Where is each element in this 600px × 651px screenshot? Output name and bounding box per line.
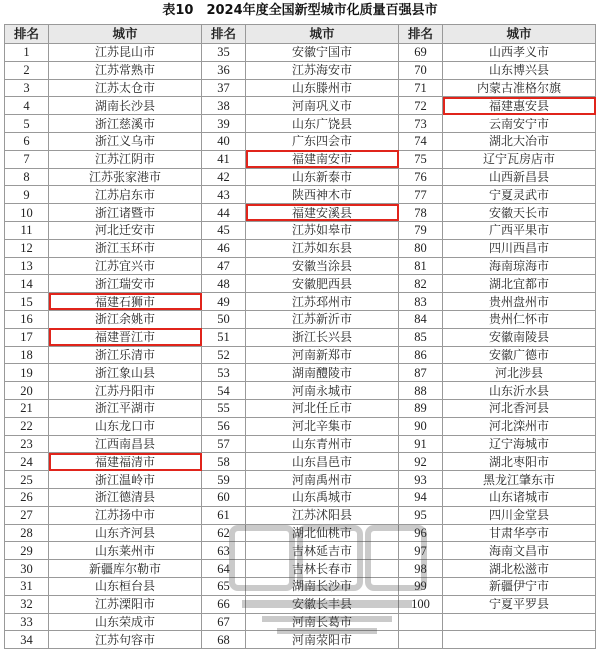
table-row (5, 132, 596, 150)
rank-cell: 1 (5, 44, 49, 62)
table-row (5, 257, 596, 275)
city-cell: 山东齐河县 (49, 524, 202, 542)
city-cell: 山东荣成市 (49, 613, 202, 631)
table-row (5, 275, 596, 293)
table-row (5, 382, 596, 400)
table-row (5, 506, 596, 524)
rank-cell: 7 (5, 150, 49, 168)
city-cell: 广西平果市 (443, 221, 596, 239)
table-row (5, 542, 596, 560)
rank-cell: 44 (202, 204, 246, 222)
city-cell-highlighted: 福建石狮市 (49, 293, 202, 311)
city-cell: 山东沂水县 (443, 382, 596, 400)
city-cell: 江西南昌县 (49, 435, 202, 453)
table-row (5, 204, 596, 222)
rank-cell: 67 (202, 613, 246, 631)
rank-cell: 73 (399, 115, 443, 133)
rank-cell: 94 (399, 488, 443, 506)
rank-cell: 36 (202, 61, 246, 79)
city-cell: 海南琼海市 (443, 257, 596, 275)
rank-cell: 43 (202, 186, 246, 204)
table-row (5, 346, 596, 364)
city-cell (443, 613, 596, 631)
city-cell: 浙江乐清市 (49, 346, 202, 364)
table-row (5, 186, 596, 204)
table-row (5, 239, 596, 257)
city-cell-highlighted: 福建晋江市 (49, 328, 202, 346)
rank-cell: 97 (399, 542, 443, 560)
rank-cell: 50 (202, 310, 246, 328)
rank-cell: 9 (5, 186, 49, 204)
rank-cell: 58 (202, 453, 246, 471)
city-cell: 新疆库尔勒市 (49, 560, 202, 578)
rank-cell: 64 (202, 560, 246, 578)
city-cell: 河北涉县 (443, 364, 596, 382)
city-cell: 内蒙古准格尔旗 (443, 79, 596, 97)
rank-cell: 86 (399, 346, 443, 364)
rank-cell: 93 (399, 471, 443, 489)
city-cell: 安徽当涂县 (246, 257, 399, 275)
city-cell: 江苏启东市 (49, 186, 202, 204)
city-cell: 河北滦州市 (443, 417, 596, 435)
city-cell: 江苏如皋市 (246, 221, 399, 239)
city-cell: 江苏张家港市 (49, 168, 202, 186)
rank-cell: 15 (5, 293, 49, 311)
city-cell: 安徽南陵县 (443, 328, 596, 346)
rank-cell: 11 (5, 221, 49, 239)
city-cell: 山东诸城市 (443, 488, 596, 506)
table-row (5, 115, 596, 133)
city-cell: 甘肃华亭市 (443, 524, 596, 542)
city-cell: 河南禹州市 (246, 471, 399, 489)
city-cell: 湖北大冶市 (443, 132, 596, 150)
city-cell: 湖北松滋市 (443, 560, 596, 578)
rank-cell: 95 (399, 506, 443, 524)
rank-cell: 46 (202, 239, 246, 257)
rank-cell: 52 (202, 346, 246, 364)
rank-cell (399, 613, 443, 631)
table-row (5, 399, 596, 417)
header-rank-1: 排名 (5, 25, 49, 44)
city-cell: 湖南长沙县 (49, 97, 202, 115)
city-cell: 河南长葛市 (246, 613, 399, 631)
table-row (5, 595, 596, 613)
city-cell: 湖南醴陵市 (246, 364, 399, 382)
rank-cell: 65 (202, 577, 246, 595)
city-cell: 山东桓台县 (49, 577, 202, 595)
rank-cell (399, 631, 443, 649)
rank-cell: 18 (5, 346, 49, 364)
city-cell: 宁夏灵武市 (443, 186, 596, 204)
rank-cell: 3 (5, 79, 49, 97)
table-row (5, 577, 596, 595)
city-cell: 安徽广德市 (443, 346, 596, 364)
rank-cell: 87 (399, 364, 443, 382)
table-row (5, 61, 596, 79)
city-cell: 浙江诸暨市 (49, 204, 202, 222)
rank-cell: 82 (399, 275, 443, 293)
city-cell: 山东博兴县 (443, 61, 596, 79)
city-cell: 江苏溧阳市 (49, 595, 202, 613)
city-cell: 吉林延吉市 (246, 542, 399, 560)
city-cell: 河北香河县 (443, 399, 596, 417)
city-cell: 浙江义乌市 (49, 132, 202, 150)
city-cell: 山东滕州市 (246, 79, 399, 97)
rank-cell: 75 (399, 150, 443, 168)
city-cell: 江苏邳州市 (246, 293, 399, 311)
city-cell: 浙江德清县 (49, 488, 202, 506)
city-cell: 浙江瑞安市 (49, 275, 202, 293)
city-cell: 安徽长丰县 (246, 595, 399, 613)
rank-cell: 47 (202, 257, 246, 275)
table-header-row (5, 25, 596, 44)
city-cell: 贵州盘州市 (443, 293, 596, 311)
city-cell: 浙江平湖市 (49, 399, 202, 417)
rank-cell: 28 (5, 524, 49, 542)
rank-cell: 30 (5, 560, 49, 578)
rank-cell: 70 (399, 61, 443, 79)
rank-cell: 62 (202, 524, 246, 542)
rank-cell: 69 (399, 44, 443, 62)
rank-cell: 54 (202, 382, 246, 400)
rank-cell: 76 (399, 168, 443, 186)
rank-cell: 19 (5, 364, 49, 382)
rank-cell: 88 (399, 382, 443, 400)
table-row (5, 435, 596, 453)
rank-cell: 10 (5, 204, 49, 222)
rank-cell: 13 (5, 257, 49, 275)
city-cell (443, 631, 596, 649)
city-cell: 山东龙口市 (49, 417, 202, 435)
city-cell-highlighted: 福建福清市 (49, 453, 202, 471)
table-row (5, 168, 596, 186)
rank-cell: 78 (399, 204, 443, 222)
rank-cell: 17 (5, 328, 49, 346)
city-cell: 湖北枣阳市 (443, 453, 596, 471)
rank-cell: 92 (399, 453, 443, 471)
rank-cell: 27 (5, 506, 49, 524)
rank-cell: 71 (399, 79, 443, 97)
city-cell: 河北任丘市 (246, 399, 399, 417)
header-rank-3: 排名 (399, 25, 443, 44)
rank-cell: 20 (5, 382, 49, 400)
city-cell: 四川西昌市 (443, 239, 596, 257)
city-cell: 山东昌邑市 (246, 453, 399, 471)
city-cell: 安徽天长市 (443, 204, 596, 222)
rank-cell: 6 (5, 132, 49, 150)
rank-cell: 2 (5, 61, 49, 79)
rank-cell: 25 (5, 471, 49, 489)
rank-cell: 32 (5, 595, 49, 613)
rank-cell: 35 (202, 44, 246, 62)
city-cell: 江苏如东县 (246, 239, 399, 257)
rank-cell: 40 (202, 132, 246, 150)
rank-cell: 45 (202, 221, 246, 239)
rank-cell: 90 (399, 417, 443, 435)
table-row (5, 453, 596, 471)
city-cell: 江苏沭阳县 (246, 506, 399, 524)
table-row (5, 524, 596, 542)
city-cell: 新疆伊宁市 (443, 577, 596, 595)
city-cell: 云南安宁市 (443, 115, 596, 133)
city-cell: 河南新郑市 (246, 346, 399, 364)
city-cell-highlighted: 福建南安市 (246, 150, 399, 168)
table-row (5, 631, 596, 649)
city-cell: 湖北仙桃市 (246, 524, 399, 542)
city-cell: 四川金堂县 (443, 506, 596, 524)
rank-cell: 12 (5, 239, 49, 257)
city-cell: 辽宁瓦房店市 (443, 150, 596, 168)
city-cell: 贵州仁怀市 (443, 310, 596, 328)
rank-cell: 38 (202, 97, 246, 115)
city-cell: 江苏昆山市 (49, 44, 202, 62)
rank-cell: 49 (202, 293, 246, 311)
city-cell: 山西新昌县 (443, 168, 596, 186)
rank-cell: 80 (399, 239, 443, 257)
city-cell: 河南荥阳市 (246, 631, 399, 649)
rank-cell: 4 (5, 97, 49, 115)
rank-cell: 53 (202, 364, 246, 382)
rank-cell: 41 (202, 150, 246, 168)
table-row (5, 310, 596, 328)
city-cell: 黑龙江肇东市 (443, 471, 596, 489)
table-title: 表10 2024年度全国新型城市化质量百强县市 (162, 3, 438, 18)
rank-cell: 14 (5, 275, 49, 293)
rank-cell: 79 (399, 221, 443, 239)
rank-cell: 84 (399, 310, 443, 328)
rank-cell: 21 (5, 399, 49, 417)
rank-cell: 8 (5, 168, 49, 186)
city-cell: 广东四会市 (246, 132, 399, 150)
table-row (5, 417, 596, 435)
rank-cell: 60 (202, 488, 246, 506)
city-cell-highlighted: 福建惠安县 (443, 97, 596, 115)
city-cell: 江苏丹阳市 (49, 382, 202, 400)
rank-cell: 68 (202, 631, 246, 649)
city-cell: 湖南长沙市 (246, 577, 399, 595)
city-cell: 浙江余姚市 (49, 310, 202, 328)
table-body (5, 44, 596, 649)
rank-cell: 100 (399, 595, 443, 613)
table-row (5, 613, 596, 631)
city-cell: 河南永城市 (246, 382, 399, 400)
rank-cell: 96 (399, 524, 443, 542)
rank-cell: 99 (399, 577, 443, 595)
city-cell: 安徽宁国市 (246, 44, 399, 62)
rank-cell: 74 (399, 132, 443, 150)
city-cell: 浙江慈溪市 (49, 115, 202, 133)
table-row (5, 471, 596, 489)
rank-cell: 37 (202, 79, 246, 97)
city-cell: 浙江温岭市 (49, 471, 202, 489)
city-cell: 山东青州市 (246, 435, 399, 453)
rank-cell: 55 (202, 399, 246, 417)
header-city-1: 城市 (49, 25, 202, 44)
rank-cell: 51 (202, 328, 246, 346)
city-cell: 陕西神木市 (246, 186, 399, 204)
city-cell: 江苏句容市 (49, 631, 202, 649)
city-cell: 江苏扬中市 (49, 506, 202, 524)
table-row (5, 293, 596, 311)
rank-cell: 42 (202, 168, 246, 186)
table-row (5, 44, 596, 62)
ranking-table (4, 24, 596, 649)
city-cell: 江苏新沂市 (246, 310, 399, 328)
rank-cell: 59 (202, 471, 246, 489)
city-cell: 山东新泰市 (246, 168, 399, 186)
rank-cell: 63 (202, 542, 246, 560)
rank-cell: 24 (5, 453, 49, 471)
table-row (5, 221, 596, 239)
rank-cell: 5 (5, 115, 49, 133)
header-city-2: 城市 (246, 25, 399, 44)
rank-cell: 56 (202, 417, 246, 435)
city-cell: 宁夏平罗县 (443, 595, 596, 613)
rank-cell: 61 (202, 506, 246, 524)
rank-cell: 72 (399, 97, 443, 115)
table-row (5, 488, 596, 506)
city-cell: 河南巩义市 (246, 97, 399, 115)
table-row (5, 97, 596, 115)
rank-cell: 16 (5, 310, 49, 328)
rank-cell: 85 (399, 328, 443, 346)
city-cell: 辽宁海城市 (443, 435, 596, 453)
rank-cell: 98 (399, 560, 443, 578)
rank-cell: 22 (5, 417, 49, 435)
city-cell: 山西孝义市 (443, 44, 596, 62)
rank-cell: 34 (5, 631, 49, 649)
rank-cell: 83 (399, 293, 443, 311)
rank-cell: 23 (5, 435, 49, 453)
city-cell: 江苏海安市 (246, 61, 399, 79)
city-cell: 浙江长兴县 (246, 328, 399, 346)
rank-cell: 81 (399, 257, 443, 275)
city-cell: 江苏宜兴市 (49, 257, 202, 275)
city-cell: 江苏常熟市 (49, 61, 202, 79)
city-cell: 吉林长春市 (246, 560, 399, 578)
rank-cell: 29 (5, 542, 49, 560)
rank-cell: 77 (399, 186, 443, 204)
header-rank-2: 排名 (202, 25, 246, 44)
city-cell: 山东广饶县 (246, 115, 399, 133)
rank-cell: 89 (399, 399, 443, 417)
table-row (5, 328, 596, 346)
city-cell: 河北辛集市 (246, 417, 399, 435)
table-row (5, 150, 596, 168)
city-cell: 江苏江阴市 (49, 150, 202, 168)
city-cell: 浙江玉环市 (49, 239, 202, 257)
rank-cell: 57 (202, 435, 246, 453)
city-cell: 湖北宜都市 (443, 275, 596, 293)
header-city-3: 城市 (443, 25, 596, 44)
rank-cell: 39 (202, 115, 246, 133)
table-row (5, 364, 596, 382)
city-cell: 山东禹城市 (246, 488, 399, 506)
rank-cell: 66 (202, 595, 246, 613)
city-cell: 江苏太仓市 (49, 79, 202, 97)
city-cell: 海南文昌市 (443, 542, 596, 560)
rank-cell: 26 (5, 488, 49, 506)
rank-cell: 91 (399, 435, 443, 453)
rank-cell: 48 (202, 275, 246, 293)
rank-cell: 33 (5, 613, 49, 631)
city-cell: 安徽肥西县 (246, 275, 399, 293)
table-row (5, 560, 596, 578)
city-cell-highlighted: 福建安溪县 (246, 204, 399, 222)
city-cell: 河北迁安市 (49, 221, 202, 239)
city-cell: 浙江象山县 (49, 364, 202, 382)
table-row (5, 79, 596, 97)
rank-cell: 31 (5, 577, 49, 595)
city-cell: 山东莱州市 (49, 542, 202, 560)
